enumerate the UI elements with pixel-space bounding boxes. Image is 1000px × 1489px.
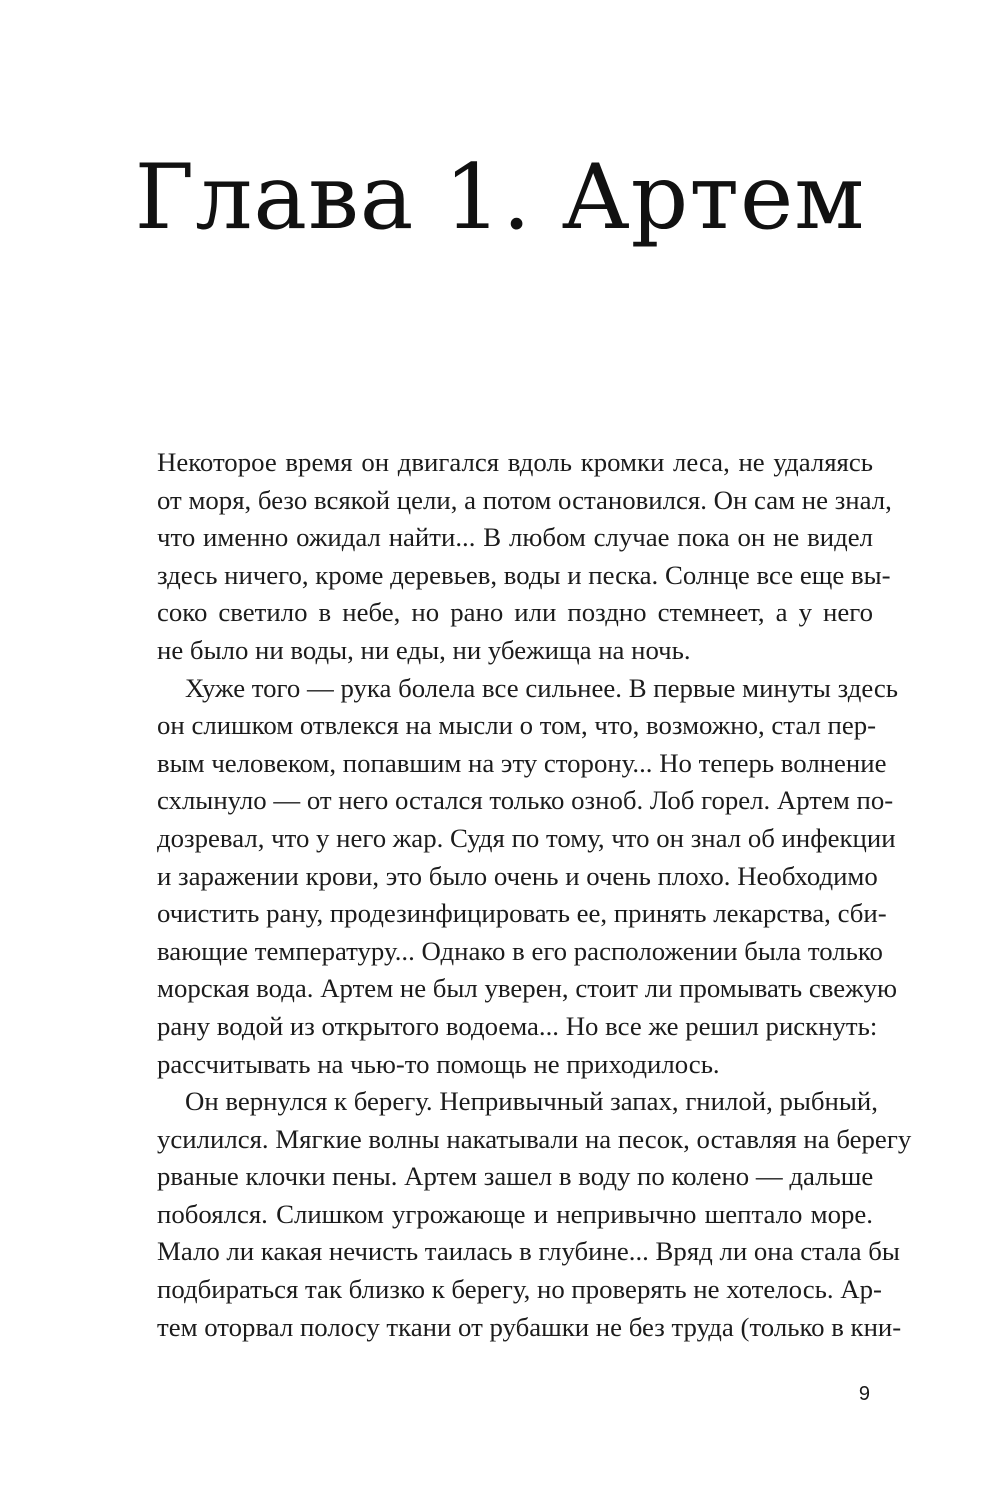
text-line: рану водой из открытого водоема... Но все же решил рискнуть: bbox=[157, 1010, 878, 1041]
text-line: усилился. Мягкие волны накатывали на песок, оставляя на берегу bbox=[157, 1123, 912, 1154]
text-line: подбираться так близко к берегу, но проверять не хотелось. Ар- bbox=[157, 1274, 882, 1305]
text-line: соко светило в небе, но рано или поздно стемнеет, а у него bbox=[157, 597, 873, 628]
text-line: вым человеком, попавшим на эту сторону... Но теперь волнение bbox=[157, 747, 887, 778]
chapter-title: Глава 1. Артем bbox=[134, 145, 866, 250]
text-line: очистить рану, продезинфицировать ее, принять лекарства, сби- bbox=[157, 898, 887, 929]
text-line: от моря, безо всякой цели, а потом остановился. Он сам не знал, bbox=[157, 484, 892, 515]
text-line: что именно ожидал найти... В любом случае пока он не видел bbox=[157, 522, 873, 553]
paragraph bbox=[157, 1083, 912, 1346]
page-number: 9 bbox=[858, 1383, 870, 1405]
text-line: рваные клочки пены. Артем зашел в воду по колено — дальше bbox=[157, 1161, 874, 1192]
text-line: Мало ли какая нечисть таилась в глубине... Вряд ли она стала бы bbox=[157, 1236, 900, 1267]
text-line: побоялся. Слишком угрожающе и непривычно шептало море. bbox=[157, 1198, 873, 1229]
text-line: и заражении крови, это было очень и очень плохо. Необходимо bbox=[157, 860, 878, 891]
body-text bbox=[157, 444, 912, 1346]
text-line: вающие температуру... Однако в его расположении была только bbox=[157, 935, 883, 966]
text-line: рассчитывать на чью-то помощь не приходилось. bbox=[157, 1048, 720, 1079]
text-line: морская вода. Артем не был уверен, стоит ли промывать свежую bbox=[157, 973, 898, 1004]
text-line: Хуже того — рука болела все сильнее. В первые минуты здесь bbox=[185, 672, 899, 703]
paragraph bbox=[157, 444, 892, 670]
text-line: дозревал, что у него жар. Судя по тому, что он знал об инфекции bbox=[157, 822, 896, 853]
text-line: здесь ничего, кроме деревьев, воды и песка. Солнце все еще вы- bbox=[157, 559, 891, 590]
paragraph bbox=[157, 670, 899, 1084]
text-line: схлынуло — от него остался только озноб. Лоб горел. Артем по- bbox=[157, 785, 894, 816]
text-line: не было ни воды, ни еды, ни убежища на ночь. bbox=[157, 634, 691, 665]
text-line: Он вернулся к берегу. Непривычный запах, гнилой, рыбный, bbox=[185, 1086, 878, 1117]
text-line: он слишком отвлекся на мысли о том, что, возможно, стал пер- bbox=[157, 710, 877, 741]
text-line: Некоторое время он двигался вдоль кромки леса, не удаляясь bbox=[157, 447, 873, 477]
text-line: тем оторвал полосу ткани от рубашки не без труда (только в кни- bbox=[157, 1311, 902, 1342]
